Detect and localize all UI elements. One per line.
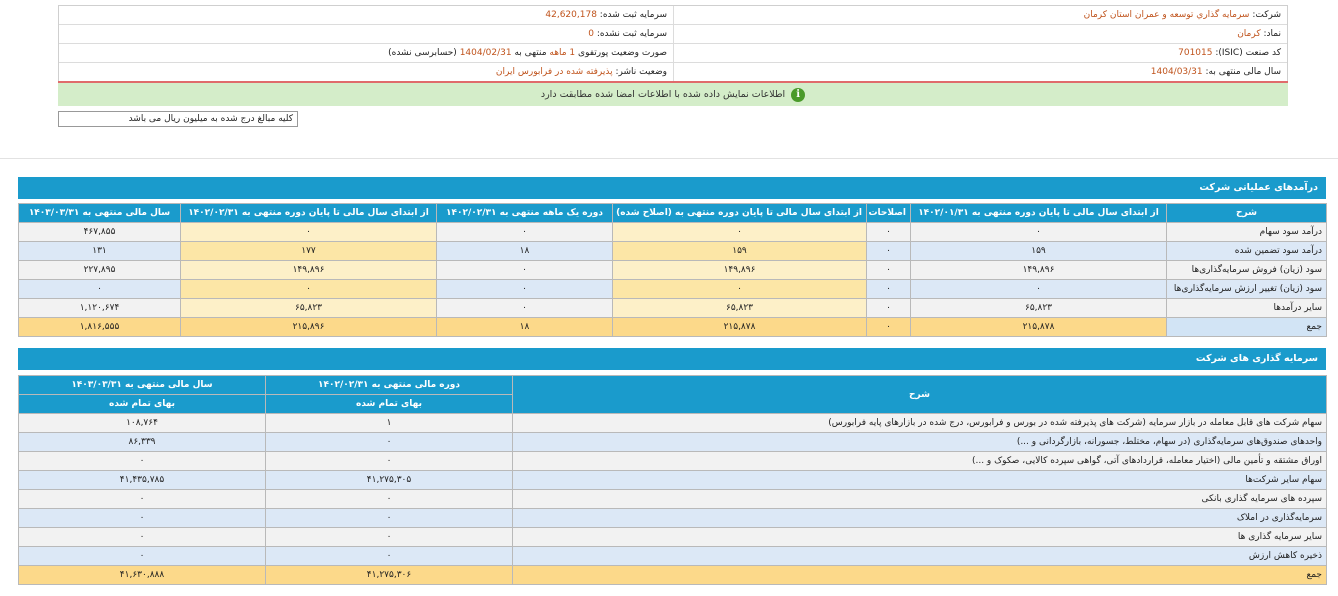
value-cell: ۶۵,۸۲۳ (181, 299, 437, 318)
section-divider (0, 158, 1338, 159)
value-cell: ۱ (266, 414, 513, 433)
info-row-company (59, 6, 1287, 25)
total-value-cell: ۴۱,۲۷۵,۳۰۶ (266, 566, 513, 585)
investments-table-row (19, 528, 1327, 547)
info-row-fiscal (59, 63, 1287, 81)
capital-label: سرمایه ثبت شده: (599, 10, 667, 20)
row-description-cell: درآمد سود سهام (1167, 223, 1327, 242)
total-value-cell: ۲۱۵,۸۷۸ (911, 318, 1167, 337)
info-row-symbol (59, 25, 1287, 44)
value-cell: ۱۴۹,۸۹۶ (181, 261, 437, 280)
revenue-col-ytd-prev: از ابتدای سال مالی تا پایان دوره منتهی به ۱۴۰۲/۰۱/۳۱ (911, 204, 1167, 223)
value-cell: ۰ (437, 261, 613, 280)
investments-section-title: سرمایه گذاری های شرکت (18, 348, 1326, 370)
investments-col-fiscal-year: سال مالی منتهی به ۱۴۰۳/۰۳/۳۱ (19, 376, 266, 395)
portfolio-status: (حسابرسی نشده) (388, 48, 457, 58)
company-label: شرکت: (1252, 10, 1281, 20)
total-value-cell: ۰ (867, 318, 911, 337)
capital-value: 42,620,178 (545, 10, 597, 20)
investments-table-row (19, 547, 1327, 566)
value-cell: ۰ (867, 242, 911, 261)
total-value-cell: ۱۸ (437, 318, 613, 337)
publisher-status-label: وضعیت ناشر: (615, 67, 667, 77)
row-description-cell: سود (زیان) تغییر ارزش سرمایه‌گذاری‌ها (1167, 280, 1327, 299)
investments-table-row (19, 452, 1327, 471)
investments-subcol-cost-fiscal: بهای تمام شده (19, 395, 266, 414)
value-cell: ۰ (266, 528, 513, 547)
signature-match-notice (58, 81, 1288, 106)
value-cell: ۰ (181, 280, 437, 299)
isic-label: کد صنعت (ISIC): (1215, 48, 1281, 58)
revenue-col-ytd-adjusted: از ابتدای سال مالی تا پایان دوره منتهی به (اصلاح شده) (613, 204, 867, 223)
row-description-cell: سایر درآمدها (1167, 299, 1327, 318)
total-value-cell: ۱,۸۱۶,۵۵۵ (19, 318, 181, 337)
value-cell: ۰ (911, 280, 1167, 299)
revenue-header-row (19, 204, 1327, 223)
isic-value: 701015 (1178, 48, 1213, 58)
info-row-isic (59, 44, 1287, 63)
company-info-panel (58, 5, 1288, 82)
investments-col-description: شرح (513, 376, 1327, 414)
value-cell: ۱,۱۲۰,۶۷۴ (19, 299, 181, 318)
investments-header-row (19, 376, 1327, 395)
fiscal-label: سال مالی منتهی به: (1205, 67, 1281, 77)
value-cell: ۱۵۹ (911, 242, 1167, 261)
value-cell: ۰ (266, 452, 513, 471)
value-cell: ۱۴۹,۸۹۶ (911, 261, 1167, 280)
revenue-table (18, 203, 1327, 337)
symbol-label: نماد: (1263, 29, 1281, 39)
revenue-section-title: درآمدهای عملیاتی شرکت (18, 177, 1326, 199)
row-description-cell: سهام سایر شرکت‌ها (513, 471, 1327, 490)
revenue-col-adjustments: اصلاحات (867, 204, 911, 223)
portfolio-mid: منتهی به (514, 48, 547, 58)
value-cell: ۰ (613, 223, 867, 242)
investments-table (18, 375, 1327, 585)
total-label-cell: جمع (1167, 318, 1327, 337)
value-cell: ۶۵,۸۲۳ (613, 299, 867, 318)
value-cell: ۰ (181, 223, 437, 242)
unregistered-capital-value: 0 (588, 29, 594, 39)
value-cell: ۰ (867, 261, 911, 280)
value-cell: ۱۳۱ (19, 242, 181, 261)
investments-table-row (19, 509, 1327, 528)
revenue-table-row (19, 242, 1327, 261)
value-cell: ۴۱,۲۷۵,۳۰۵ (266, 471, 513, 490)
value-cell: ۶۵,۸۲۳ (911, 299, 1167, 318)
row-description-cell: واحدهای صندوق‌های سرمایه‌گذاری (در سهام، مختلط، جسورانه، بازارگردانی و ...) (513, 433, 1327, 452)
row-description-cell: سهام شرکت های قابل معامله در بازار سرمایه (شرکت های پذیرفته شده در بورس و فرابورس، درج شده در بازارهای پایه فرابورس) (513, 414, 1327, 433)
revenue-table-row (19, 280, 1327, 299)
value-cell: ۱۸ (437, 242, 613, 261)
revenue-col-one-month: دوره یک ماهه منتهی به ۱۴۰۲/۰۲/۳۱ (437, 204, 613, 223)
row-description-cell: ذخیره کاهش ارزش (513, 547, 1327, 566)
revenue-col-description: شرح (1167, 204, 1327, 223)
unit-note: کلیه مبالغ درج شده به میلیون ریال می باشد (58, 111, 298, 127)
value-cell: ۰ (867, 299, 911, 318)
value-cell: ۰ (266, 433, 513, 452)
investments-table-row (19, 414, 1327, 433)
investments-table-row (19, 490, 1327, 509)
revenue-table-row (19, 261, 1327, 280)
value-cell: ۰ (266, 490, 513, 509)
value-cell: ۰ (19, 280, 181, 299)
investments-table-total-row (19, 566, 1327, 585)
value-cell: ۰ (911, 223, 1167, 242)
value-cell: ۰ (19, 547, 266, 566)
value-cell: ۱۴۹,۸۹۶ (613, 261, 867, 280)
portfolio-period: 1 ماهه (549, 48, 576, 58)
revenue-table-row (19, 223, 1327, 242)
value-cell: ۰ (19, 490, 266, 509)
investments-table-row (19, 471, 1327, 490)
row-description-cell: سایر سرمایه گذاری ها (513, 528, 1327, 547)
portfolio-label: صورت وضعیت پورتفوی (578, 48, 667, 58)
value-cell: ۰ (437, 223, 613, 242)
value-cell: ۰ (266, 509, 513, 528)
company-value: سرمايه گذاري توسعه و عمران استان كرمان (1083, 10, 1250, 20)
total-label-cell: جمع (513, 566, 1327, 585)
value-cell: ۱۷۷ (181, 242, 437, 261)
symbol-value[interactable]: کرمان (1237, 29, 1261, 39)
revenue-table-total-row (19, 318, 1327, 337)
notice-text: اطلاعات نمایش داده شده با اطلاعات امضا شده مطابقت دارد (540, 89, 786, 100)
investments-table-row (19, 433, 1327, 452)
value-cell: ۰ (19, 452, 266, 471)
value-cell: ۴۱,۴۳۵,۷۸۵ (19, 471, 266, 490)
investments-subcol-cost-period: بهای تمام شده (266, 395, 513, 414)
fiscal-value: 1404/03/31 (1150, 67, 1203, 77)
row-description-cell: اوراق مشتقه و تأمین مالی (اختیار معامله، قراردادهای آتی، گواهی سپرده کالایی، صکوک و ...) (513, 452, 1327, 471)
total-value-cell: ۲۱۵,۸۷۸ (613, 318, 867, 337)
row-description-cell: درآمد سود تضمین شده (1167, 242, 1327, 261)
revenue-col-ytd-current: از ابتدای سال مالی تا پایان دوره منتهی به ۱۴۰۲/۰۲/۳۱ (181, 204, 437, 223)
value-cell: ۰ (867, 223, 911, 242)
publisher-status-value: پذیرفته شده در فرابورس ایران (495, 67, 613, 77)
revenue-table-row (19, 299, 1327, 318)
value-cell: ۰ (437, 280, 613, 299)
value-cell: ۰ (19, 528, 266, 547)
unregistered-capital-label: سرمایه ثبت نشده: (596, 29, 667, 39)
value-cell: ۴۶۷,۸۵۵ (19, 223, 181, 242)
portfolio-date: 1404/02/31 (459, 48, 512, 58)
row-description-cell: سود (زیان) فروش سرمایه‌گذاری‌ها (1167, 261, 1327, 280)
value-cell: ۲۲۷,۸۹۵ (19, 261, 181, 280)
row-description-cell: سرمایه‌گذاری در املاک (513, 509, 1327, 528)
value-cell: ۰ (19, 509, 266, 528)
total-value-cell: ۲۱۵,۸۹۶ (181, 318, 437, 337)
value-cell: ۸۶,۳۳۹ (19, 433, 266, 452)
value-cell: ۱۰۸,۷۶۴ (19, 414, 266, 433)
revenue-col-fiscal-year: سال مالی منتهی به ۱۴۰۳/۰۳/۳۱ (19, 204, 181, 223)
value-cell: ۰ (266, 547, 513, 566)
row-description-cell: سپرده های سرمایه گذاری بانکی (513, 490, 1327, 509)
value-cell: ۱۵۹ (613, 242, 867, 261)
investments-col-period: دوره مالی منتهی به ۱۴۰۲/۰۲/۳۱ (266, 376, 513, 395)
value-cell: ۰ (613, 280, 867, 299)
value-cell: ۰ (437, 299, 613, 318)
total-value-cell: ۴۱,۶۳۰,۸۸۸ (19, 566, 266, 585)
info-icon: i (791, 88, 805, 102)
value-cell: ۰ (867, 280, 911, 299)
